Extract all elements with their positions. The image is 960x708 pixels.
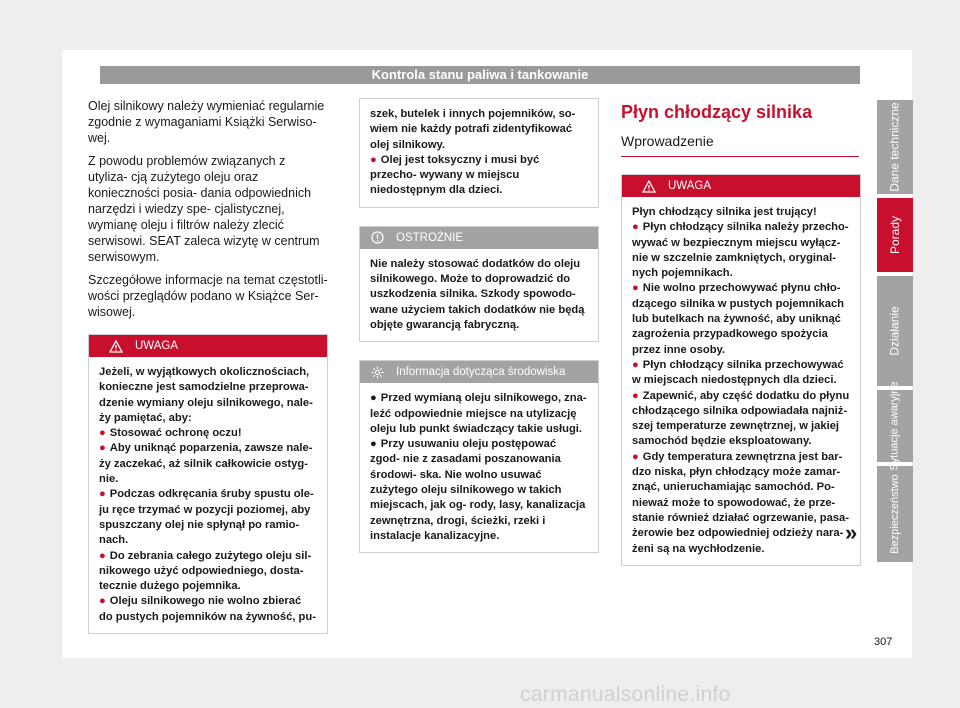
list-item: ● Oleju silnikowego nie wolno zbierać do pustych pojemników na żywność, pu- [99, 595, 316, 623]
caution-title: OSTROŻNIE [396, 231, 464, 244]
tab-sytuacje-awaryjne[interactable]: Sytuacje awaryjne [877, 390, 913, 462]
continuation-text: szek, butelek i innych pojemników, so- wiem nie każdy potrafi zidentyfikować olej silnikowy. [370, 108, 576, 151]
caution-text: Nie należy stosować dodatków do oleju silnikowego. Może to doprowadzić do uszkodzenia silnika. Szkody spowodo- wane użyciem takich dodatków nie będą objęte gwarancją fabryczną. [370, 257, 585, 331]
warning-intro: Jeżeli, w wyjątkowych okolicznościach, konieczne jest samodzielne przeprowa- dzenie wymiany oleju silnikowego, nale- ży pamiętać, aby: [99, 366, 313, 424]
warning-header [89, 335, 327, 357]
bullet-icon: ● [632, 450, 639, 463]
bullet-icon: ● [370, 438, 377, 451]
column-left [88, 98, 328, 648]
side-tabs [877, 100, 913, 566]
list-item: ● Płyn chłodzący silnika przechowywać w miejscach niedostępnych dla dzieci. [632, 358, 844, 387]
tab-dzialanie[interactable]: Działanie [877, 276, 913, 386]
list-item: ● Płyn chłodzący silnika należy przecho- wywać w bezpiecznym miejscu wyłącz- nie w szczelnie zamkniętych, oryginal- nych pojemnikach. [632, 221, 849, 280]
warning-box [88, 334, 328, 634]
column-middle [359, 98, 599, 567]
bullet-icon: ● [632, 389, 639, 402]
list-item: ● Gdy temperatura zewnętrzna jest bar- dzo niska, płyn chłodzący może zamar- znąć, unieruchamiając samochód. Po- nieważ może to spowodować, że prze- stanie również działać ogrzewanie, pasa- żerowie bez odpowiedniej odzieży nara- żeni są na wychłodzenie. [632, 450, 849, 555]
warning-triangle-icon [109, 339, 123, 353]
tab-bezpieczenstwo[interactable]: Bezpieczeństwo [877, 466, 913, 562]
list-item: ● Zapewnić, aby część dodatku do płynu chłodzącego silnika odpowiadała najniż- szej temperaturze zewnętrznej, w jakiej samochód będzie eksploatowany. [632, 389, 850, 448]
section-subtitle: Wprowadzenie [621, 133, 859, 157]
bullet-icon: ● [99, 549, 106, 562]
list-item: ● Olej jest toksyczny i musi być przecho- wywany w miejscu niedostępnym dla dzieci. [370, 153, 540, 197]
warning-header [622, 175, 860, 197]
caution-box [359, 226, 599, 342]
environment-box [359, 360, 599, 553]
leaf-icon [370, 365, 384, 379]
warning-triangle-icon [642, 179, 656, 193]
page-number: 307 [874, 636, 893, 648]
warning-continuation-box [359, 98, 599, 208]
bullet-icon: ● [632, 282, 639, 295]
list-item: ● Nie wolno przechowywać płynu chło- dzącego silnika w pustych pojemnikach lub butelkach na żywność, aby uniknąć zagrożenia przypadkowego spożycia przez inne osoby. [632, 282, 844, 356]
bullet-icon: ● [370, 153, 377, 166]
page-header: Kontrola stanu paliwa i tankowanie [100, 66, 860, 84]
bullet-icon: ● [632, 358, 639, 371]
list-item: ● Przed wymianą oleju silnikowego, zna- leźć odpowiednie miejsce na utylizację oleju lub punkt świadczący takie usługi. [370, 392, 587, 435]
info-circle-icon [370, 231, 384, 245]
section-title: Płyn chłodzący silnika [621, 102, 813, 122]
list-item: ● Stosować ochronę oczu! [99, 427, 242, 440]
paragraph: Olej silnikowy należy wymieniać regularnie zgodnie z wymaganiami Książki Serwiso- wej. [88, 99, 325, 145]
warning-body [622, 197, 860, 565]
bullet-icon: ● [370, 392, 377, 405]
warning-intro: Płyn chłodzący silnika jest trujący! [632, 206, 817, 218]
caution-body [360, 249, 598, 341]
bullet-icon: ● [632, 221, 639, 234]
list-item: ● Do zebrania całego zużytego oleju sil- nikowego użyć odpowiedniego, dosta- tecznie dużego pojemnika. [99, 549, 312, 593]
caution-header [360, 227, 598, 249]
column-right [621, 100, 861, 580]
bullet-icon: ● [99, 595, 106, 608]
environment-header [360, 361, 598, 383]
bullet-icon: ● [99, 442, 106, 455]
warning-continuation-body [360, 99, 598, 207]
watermark: carmanualsonline.info [520, 683, 731, 706]
list-item: ● Podczas odkręcania śruby spustu ole- ju ręce trzymać w pozycji poziomej, aby spuszczany olej nie spłynął po ramio- nach. [99, 488, 314, 547]
bullet-icon: ● [99, 427, 106, 440]
paragraph: Z powodu problemów związanych z utyliza- cją zużytego oleju oraz konieczności posia- dania odpowiednich narzędzi i wiedzy spe- cjalistycznej, wymianę oleju i filtrów należy zlecić serwisowi. SEAT zaleca wizytę w centrum serwisowym. [88, 154, 320, 264]
warning-body [89, 357, 327, 633]
environment-title: Informacja dotycząca środowiska [396, 366, 566, 379]
warning-title: UWAGA [135, 340, 179, 352]
continued-marker: » [845, 520, 858, 545]
bullet-icon: ● [99, 488, 106, 501]
list-item: ● Przy usuwaniu oleju postępować zgod- nie z zasadami poszanowania środowi- ska. Nie wolno usuwać zużytego oleju silnikowego w takich miejscach, jak og- rody, lasy, kanalizacja zewnętrzna, drogi, ścieżki, rzeki i instalacje kanalizacyjne. [370, 438, 586, 542]
list-item: ● Aby uniknąć poparzenia, zawsze nale- ży zaczekać, aż silnik całkowicie ostyg- nie. [99, 442, 313, 486]
paragraph: Szczegółowe informacje na temat częstotli- wości przeglądów podano w Książce Ser- wisowej. [88, 273, 328, 319]
warning-title: UWAGA [668, 180, 712, 192]
tab-dane-techniczne[interactable]: Dane techniczne [877, 100, 913, 194]
tab-porady[interactable]: Porady [877, 198, 913, 272]
warning-box [621, 174, 861, 566]
environment-body [360, 383, 598, 552]
